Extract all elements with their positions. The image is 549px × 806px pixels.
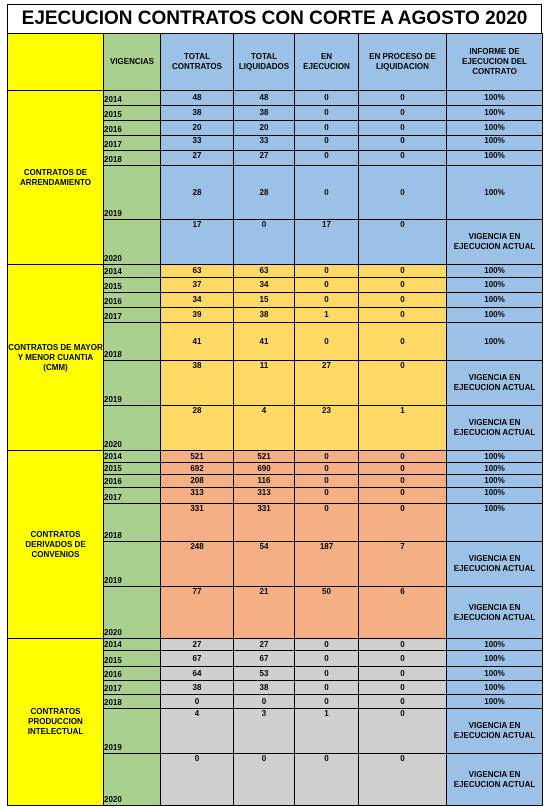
en-proceso-cell: 1	[359, 406, 447, 451]
en-proceso-cell: 0	[359, 293, 447, 308]
total-liquidados-cell: 4	[234, 406, 295, 451]
en-proceso-cell: 0	[359, 361, 447, 406]
year-cell: 2015	[104, 651, 161, 667]
en-ejecucion-cell: 23	[295, 406, 359, 451]
year-cell: 2019	[104, 709, 161, 754]
year-cell: 2018	[104, 504, 161, 542]
header-informe: INFORME DE EJECUCION DEL CONTRATO	[447, 34, 543, 91]
en-proceso-cell: 0	[359, 220, 447, 265]
year-cell: 2018	[104, 695, 161, 709]
total-liquidados-cell: 21	[234, 587, 295, 639]
en-ejecucion-cell: 0	[295, 488, 359, 504]
en-ejecucion-cell: 50	[295, 587, 359, 639]
en-proceso-cell: 0	[359, 475, 447, 488]
year-cell: 2015	[104, 278, 161, 293]
en-ejecucion-cell: 1	[295, 308, 359, 323]
total-contratos-cell: 37	[161, 278, 234, 293]
en-proceso-cell: 0	[359, 451, 447, 463]
informe-cell: 100%	[447, 651, 543, 667]
total-liquidados-cell: 20	[234, 121, 295, 136]
total-liquidados-cell: 690	[234, 463, 295, 475]
en-ejecucion-cell: 27	[295, 361, 359, 406]
total-contratos-cell: 248	[161, 542, 234, 587]
total-liquidados-cell: 27	[234, 639, 295, 651]
total-contratos-cell: 313	[161, 488, 234, 504]
informe-cell: 100%	[447, 308, 543, 323]
en-ejecucion-cell: 0	[295, 278, 359, 293]
total-contratos-cell: 63	[161, 265, 234, 278]
group-label: CONTRATOS DE MAYOR Y MENOR CUANTIA (CMM)	[8, 265, 104, 451]
total-liquidados-cell: 34	[234, 278, 295, 293]
year-cell: 2020	[104, 406, 161, 451]
informe-cell: 100%	[447, 278, 543, 293]
informe-cell: VIGENCIA EN EJECUCION ACTUAL	[447, 754, 543, 806]
informe-cell: 100%	[447, 504, 543, 542]
total-contratos-cell: 521	[161, 451, 234, 463]
total-contratos-cell: 48	[161, 91, 234, 106]
en-proceso-cell: 0	[359, 265, 447, 278]
en-proceso-cell: 0	[359, 166, 447, 220]
total-liquidados-cell: 0	[234, 754, 295, 806]
total-contratos-cell: 692	[161, 463, 234, 475]
total-liquidados-cell: 28	[234, 166, 295, 220]
informe-cell: 100%	[447, 91, 543, 106]
total-liquidados-cell: 11	[234, 361, 295, 406]
en-ejecucion-cell: 0	[295, 451, 359, 463]
year-cell: 2017	[104, 308, 161, 323]
total-liquidados-cell: 48	[234, 91, 295, 106]
en-ejecucion-cell: 0	[295, 639, 359, 651]
informe-cell: 100%	[447, 667, 543, 681]
en-proceso-cell: 0	[359, 488, 447, 504]
total-contratos-cell: 0	[161, 695, 234, 709]
total-liquidados-cell: 15	[234, 293, 295, 308]
year-cell: 2018	[104, 151, 161, 166]
en-ejecucion-cell: 0	[295, 91, 359, 106]
table-body	[8, 91, 543, 806]
en-ejecucion-cell: 17	[295, 220, 359, 265]
total-contratos-cell: 27	[161, 151, 234, 166]
total-liquidados-cell: 54	[234, 542, 295, 587]
total-contratos-cell: 28	[161, 406, 234, 451]
total-contratos-cell: 17	[161, 220, 234, 265]
en-ejecucion-cell: 0	[295, 463, 359, 475]
en-proceso-cell: 0	[359, 308, 447, 323]
year-cell: 2019	[104, 361, 161, 406]
total-liquidados-cell: 53	[234, 667, 295, 681]
year-cell: 2016	[104, 475, 161, 488]
en-proceso-cell: 0	[359, 651, 447, 667]
total-liquidados-cell: 27	[234, 151, 295, 166]
total-contratos-cell: 0	[161, 754, 234, 806]
total-liquidados-cell: 3	[234, 709, 295, 754]
year-cell: 2014	[104, 451, 161, 463]
en-ejecucion-cell: 0	[295, 166, 359, 220]
total-liquidados-cell: 38	[234, 681, 295, 695]
table-row	[8, 91, 543, 106]
informe-cell: 100%	[447, 639, 543, 651]
en-ejecucion-cell: 0	[295, 151, 359, 166]
year-cell: 2017	[104, 136, 161, 151]
group-label: CONTRATOS DE ARRENDAMIENTO	[8, 91, 104, 265]
total-contratos-cell: 34	[161, 293, 234, 308]
informe-cell: 100%	[447, 681, 543, 695]
total-liquidados-cell: 0	[234, 695, 295, 709]
en-ejecucion-cell: 0	[295, 695, 359, 709]
year-cell: 2019	[104, 542, 161, 587]
en-proceso-cell: 0	[359, 91, 447, 106]
informe-cell: VIGENCIA EN EJECUCION ACTUAL	[447, 587, 543, 639]
informe-cell: 100%	[447, 293, 543, 308]
total-contratos-cell: 41	[161, 323, 234, 361]
total-contratos-cell: 67	[161, 651, 234, 667]
year-cell: 2017	[104, 681, 161, 695]
informe-cell: VIGENCIA EN EJECUCION ACTUAL	[447, 542, 543, 587]
total-contratos-cell: 331	[161, 504, 234, 542]
informe-cell: 100%	[447, 323, 543, 361]
informe-cell: 100%	[447, 121, 543, 136]
total-contratos-cell: 64	[161, 667, 234, 681]
total-liquidados-cell: 38	[234, 308, 295, 323]
en-ejecucion-cell: 0	[295, 681, 359, 695]
en-proceso-cell: 0	[359, 136, 447, 151]
total-liquidados-cell: 63	[234, 265, 295, 278]
total-contratos-cell: 39	[161, 308, 234, 323]
en-proceso-cell: 0	[359, 754, 447, 806]
year-cell: 2016	[104, 293, 161, 308]
header-en-ejecucion: EN EJECUCION	[295, 34, 359, 91]
year-cell: 2015	[104, 106, 161, 121]
total-liquidados-cell: 33	[234, 136, 295, 151]
header-total-liquidados: TOTAL LIQUIDADOS	[234, 34, 295, 91]
year-cell: 2014	[104, 639, 161, 651]
en-ejecucion-cell: 0	[295, 265, 359, 278]
informe-cell: 100%	[447, 463, 543, 475]
informe-cell: VIGENCIA EN EJECUCION ACTUAL	[447, 361, 543, 406]
table-row	[8, 639, 543, 651]
informe-cell: VIGENCIA EN EJECUCION ACTUAL	[447, 709, 543, 754]
en-proceso-cell: 0	[359, 121, 447, 136]
total-liquidados-cell: 521	[234, 451, 295, 463]
en-ejecucion-cell: 0	[295, 136, 359, 151]
total-liquidados-cell: 116	[234, 475, 295, 488]
year-cell: 2020	[104, 754, 161, 806]
header-row	[8, 34, 543, 91]
total-contratos-cell: 33	[161, 136, 234, 151]
en-ejecucion-cell: 187	[295, 542, 359, 587]
total-contratos-cell: 208	[161, 475, 234, 488]
year-cell: 2020	[104, 587, 161, 639]
year-cell: 2014	[104, 91, 161, 106]
en-proceso-cell: 0	[359, 709, 447, 754]
informe-cell: 100%	[447, 488, 543, 504]
total-contratos-cell: 28	[161, 166, 234, 220]
informe-cell: 100%	[447, 451, 543, 463]
total-contratos-cell: 77	[161, 587, 234, 639]
en-ejecucion-cell: 1	[295, 709, 359, 754]
en-ejecucion-cell: 0	[295, 475, 359, 488]
total-contratos-cell: 38	[161, 361, 234, 406]
informe-cell: 100%	[447, 151, 543, 166]
en-proceso-cell: 0	[359, 463, 447, 475]
total-liquidados-cell: 331	[234, 504, 295, 542]
group-label: CONTRATOS DERIVADOS DE CONVENIOS	[8, 451, 104, 639]
year-cell: 2020	[104, 220, 161, 265]
en-ejecucion-cell: 0	[295, 651, 359, 667]
contracts-table	[7, 33, 543, 806]
total-liquidados-cell: 67	[234, 651, 295, 667]
en-proceso-cell: 0	[359, 681, 447, 695]
year-cell: 2016	[104, 667, 161, 681]
en-proceso-cell: 0	[359, 278, 447, 293]
table-row	[8, 265, 543, 278]
year-cell: 2014	[104, 265, 161, 278]
en-proceso-cell: 7	[359, 542, 447, 587]
total-contratos-cell: 4	[161, 709, 234, 754]
en-proceso-cell: 6	[359, 587, 447, 639]
year-cell: 2018	[104, 323, 161, 361]
en-proceso-cell: 0	[359, 323, 447, 361]
en-proceso-cell: 0	[359, 106, 447, 121]
en-ejecucion-cell: 0	[295, 121, 359, 136]
year-cell: 2015	[104, 463, 161, 475]
year-cell: 2016	[104, 121, 161, 136]
total-contratos-cell: 27	[161, 639, 234, 651]
en-proceso-cell: 0	[359, 695, 447, 709]
en-ejecucion-cell: 0	[295, 106, 359, 121]
table-row	[8, 451, 543, 463]
header-en-proceso: EN PROCESO DE LIQUIDACION	[359, 34, 447, 91]
en-ejecucion-cell: 0	[295, 323, 359, 361]
informe-cell: VIGENCIA EN EJECUCION ACTUAL	[447, 406, 543, 451]
header-vigencias: VIGENCIAS	[104, 34, 161, 91]
en-proceso-cell: 0	[359, 504, 447, 542]
en-ejecucion-cell: 0	[295, 754, 359, 806]
group-label: CONTRATOS PRODUCCION INTELECTUAL	[8, 639, 104, 806]
total-liquidados-cell: 38	[234, 106, 295, 121]
informe-cell: 100%	[447, 166, 543, 220]
informe-cell: 100%	[447, 265, 543, 278]
total-liquidados-cell: 313	[234, 488, 295, 504]
page-title: EJECUCION CONTRATOS CON CORTE A AGOSTO 2020	[7, 4, 542, 34]
total-liquidados-cell: 0	[234, 220, 295, 265]
en-proceso-cell: 0	[359, 151, 447, 166]
header-group-cell	[8, 34, 104, 91]
informe-cell: VIGENCIA EN EJECUCION ACTUAL	[447, 220, 543, 265]
total-liquidados-cell: 41	[234, 323, 295, 361]
en-proceso-cell: 0	[359, 639, 447, 651]
en-ejecucion-cell: 0	[295, 667, 359, 681]
year-cell: 2017	[104, 488, 161, 504]
en-ejecucion-cell: 0	[295, 293, 359, 308]
year-cell: 2019	[104, 166, 161, 220]
header-total-contratos: TOTAL CONTRATOS	[161, 34, 234, 91]
en-proceso-cell: 0	[359, 667, 447, 681]
total-contratos-cell: 38	[161, 681, 234, 695]
informe-cell: 100%	[447, 695, 543, 709]
total-contratos-cell: 20	[161, 121, 234, 136]
informe-cell: 100%	[447, 475, 543, 488]
total-contratos-cell: 38	[161, 106, 234, 121]
informe-cell: 100%	[447, 136, 543, 151]
informe-cell: 100%	[447, 106, 543, 121]
en-ejecucion-cell: 0	[295, 504, 359, 542]
